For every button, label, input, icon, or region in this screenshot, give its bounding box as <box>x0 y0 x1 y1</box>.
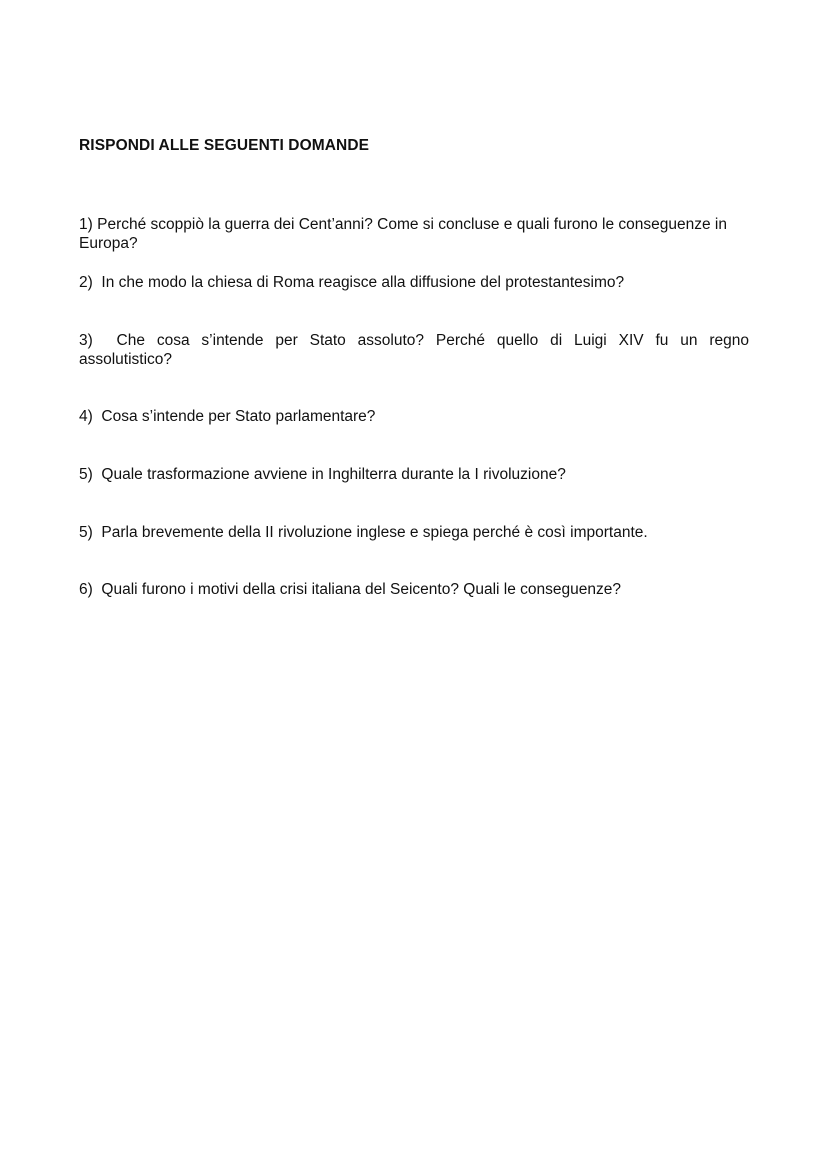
question-number: 5) <box>79 524 93 541</box>
question-5a <box>79 465 749 484</box>
question-number: 6) <box>79 581 93 598</box>
question-text: Che cosa s’intende per Stato assoluto? Perché quello di Luigi XIV fu un regno assolutistico? <box>79 332 749 368</box>
question-number: 1) <box>79 216 93 233</box>
question-number: 2) <box>79 274 93 291</box>
question-text: In che modo la chiesa di Roma reagisce alla diffusione del protestantesimo? <box>101 274 625 291</box>
question-text: Quale trasformazione avviene in Inghilterra durante la I rivoluzione? <box>101 466 566 483</box>
question-1 <box>79 215 749 253</box>
question-6 <box>79 580 749 599</box>
question-3 <box>79 331 749 369</box>
question-text: Perché scoppiò la guerra dei Cent’anni? Come si concluse e quali furono le conseguenze in Europa? <box>79 216 727 252</box>
question-text: Cosa s’intende per Stato parlamentare? <box>101 408 376 425</box>
question-5b <box>79 523 749 542</box>
question-number: 5) <box>79 466 93 483</box>
question-text: Quali furono i motivi della crisi italiana del Seicento? Quali le conseguenze? <box>101 581 621 598</box>
question-number: 4) <box>79 408 93 425</box>
page-heading: RISPONDI ALLE SEGUENTI DOMANDE <box>79 137 370 154</box>
question-number: 3) <box>79 332 93 349</box>
question-4 <box>79 407 749 426</box>
question-text: Parla brevemente della II rivoluzione inglese e spiega perché è così importante. <box>101 524 648 541</box>
question-2 <box>79 273 749 292</box>
